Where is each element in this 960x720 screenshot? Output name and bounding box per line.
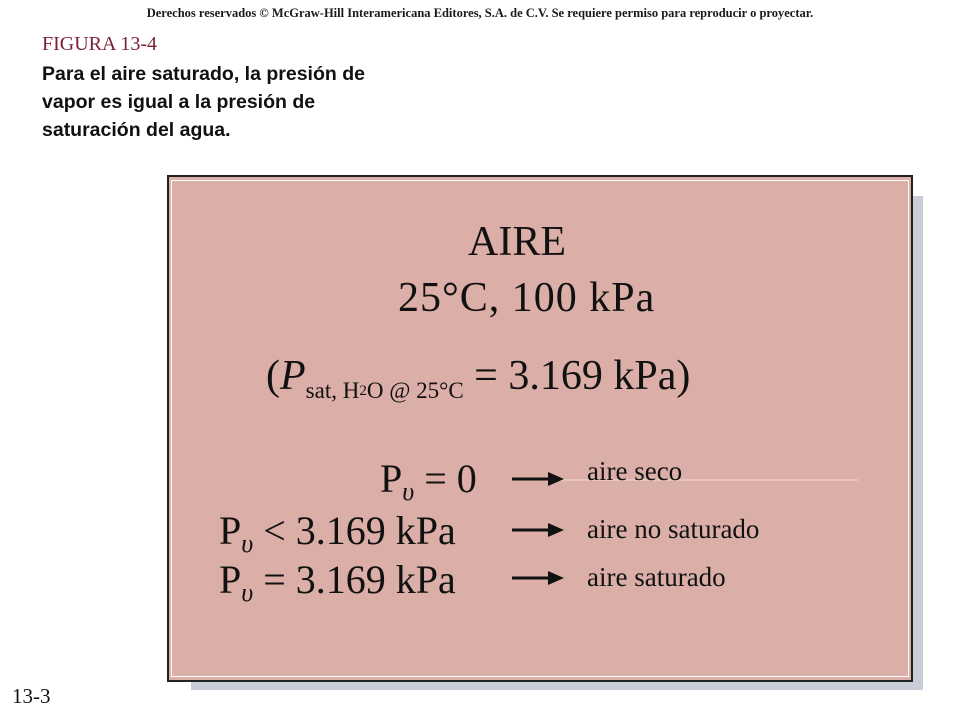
nu-subscript: υ (241, 578, 254, 607)
pv-relation: = 3.169 kPa (253, 557, 456, 602)
figure-caption: Para el aire saturado, la presión de vapor es igual a la presión de saturación del agua. (42, 63, 365, 141)
copyright-notice: Derechos reservados © McGraw-Hill Interamericana Editores, S.A. de C.V. Se requiere permiso para reproducir o proyectar. (146, 6, 814, 20)
pv-relation: < 3.169 kPa (253, 508, 456, 553)
figure-label: FIGURA 13-4 (42, 33, 158, 55)
label-saturated-air: aire saturado (587, 562, 726, 592)
pv-relation: = 0 (414, 456, 477, 501)
nu-subscript: υ (402, 477, 415, 506)
psat-sub-temp: 25°C (416, 378, 464, 403)
vapor-pressure-row-saturated (219, 556, 456, 607)
psat-symbol: P (280, 353, 306, 399)
label-dry-air: aire seco (587, 456, 683, 486)
psat-sub-2: 2 (359, 383, 367, 399)
psat-sub-o: O @ (366, 378, 417, 403)
saturation-pressure-expression (266, 352, 691, 403)
slide-number: 13-3 (12, 684, 51, 708)
pv-symbol: P (219, 557, 242, 602)
panel-title: AIRE (468, 219, 566, 265)
psat-sub-sat: sat, H (305, 378, 360, 403)
pv-symbol: P (380, 456, 403, 501)
arrow-right-icon (512, 569, 564, 587)
pv-symbol: P (219, 508, 242, 553)
vapor-pressure-row-dry (380, 455, 477, 506)
nu-subscript: υ (241, 529, 254, 558)
arrow-right-icon (512, 470, 564, 488)
psat-value: = 3.169 kPa) (463, 353, 691, 399)
label-unsaturated-air: aire no saturado (587, 514, 760, 544)
arrow-right-icon (512, 521, 564, 539)
psat-open: ( (266, 353, 280, 399)
vapor-pressure-row-unsaturated (219, 507, 456, 558)
panel-conditions: 25°C, 100 kPa (398, 275, 656, 321)
